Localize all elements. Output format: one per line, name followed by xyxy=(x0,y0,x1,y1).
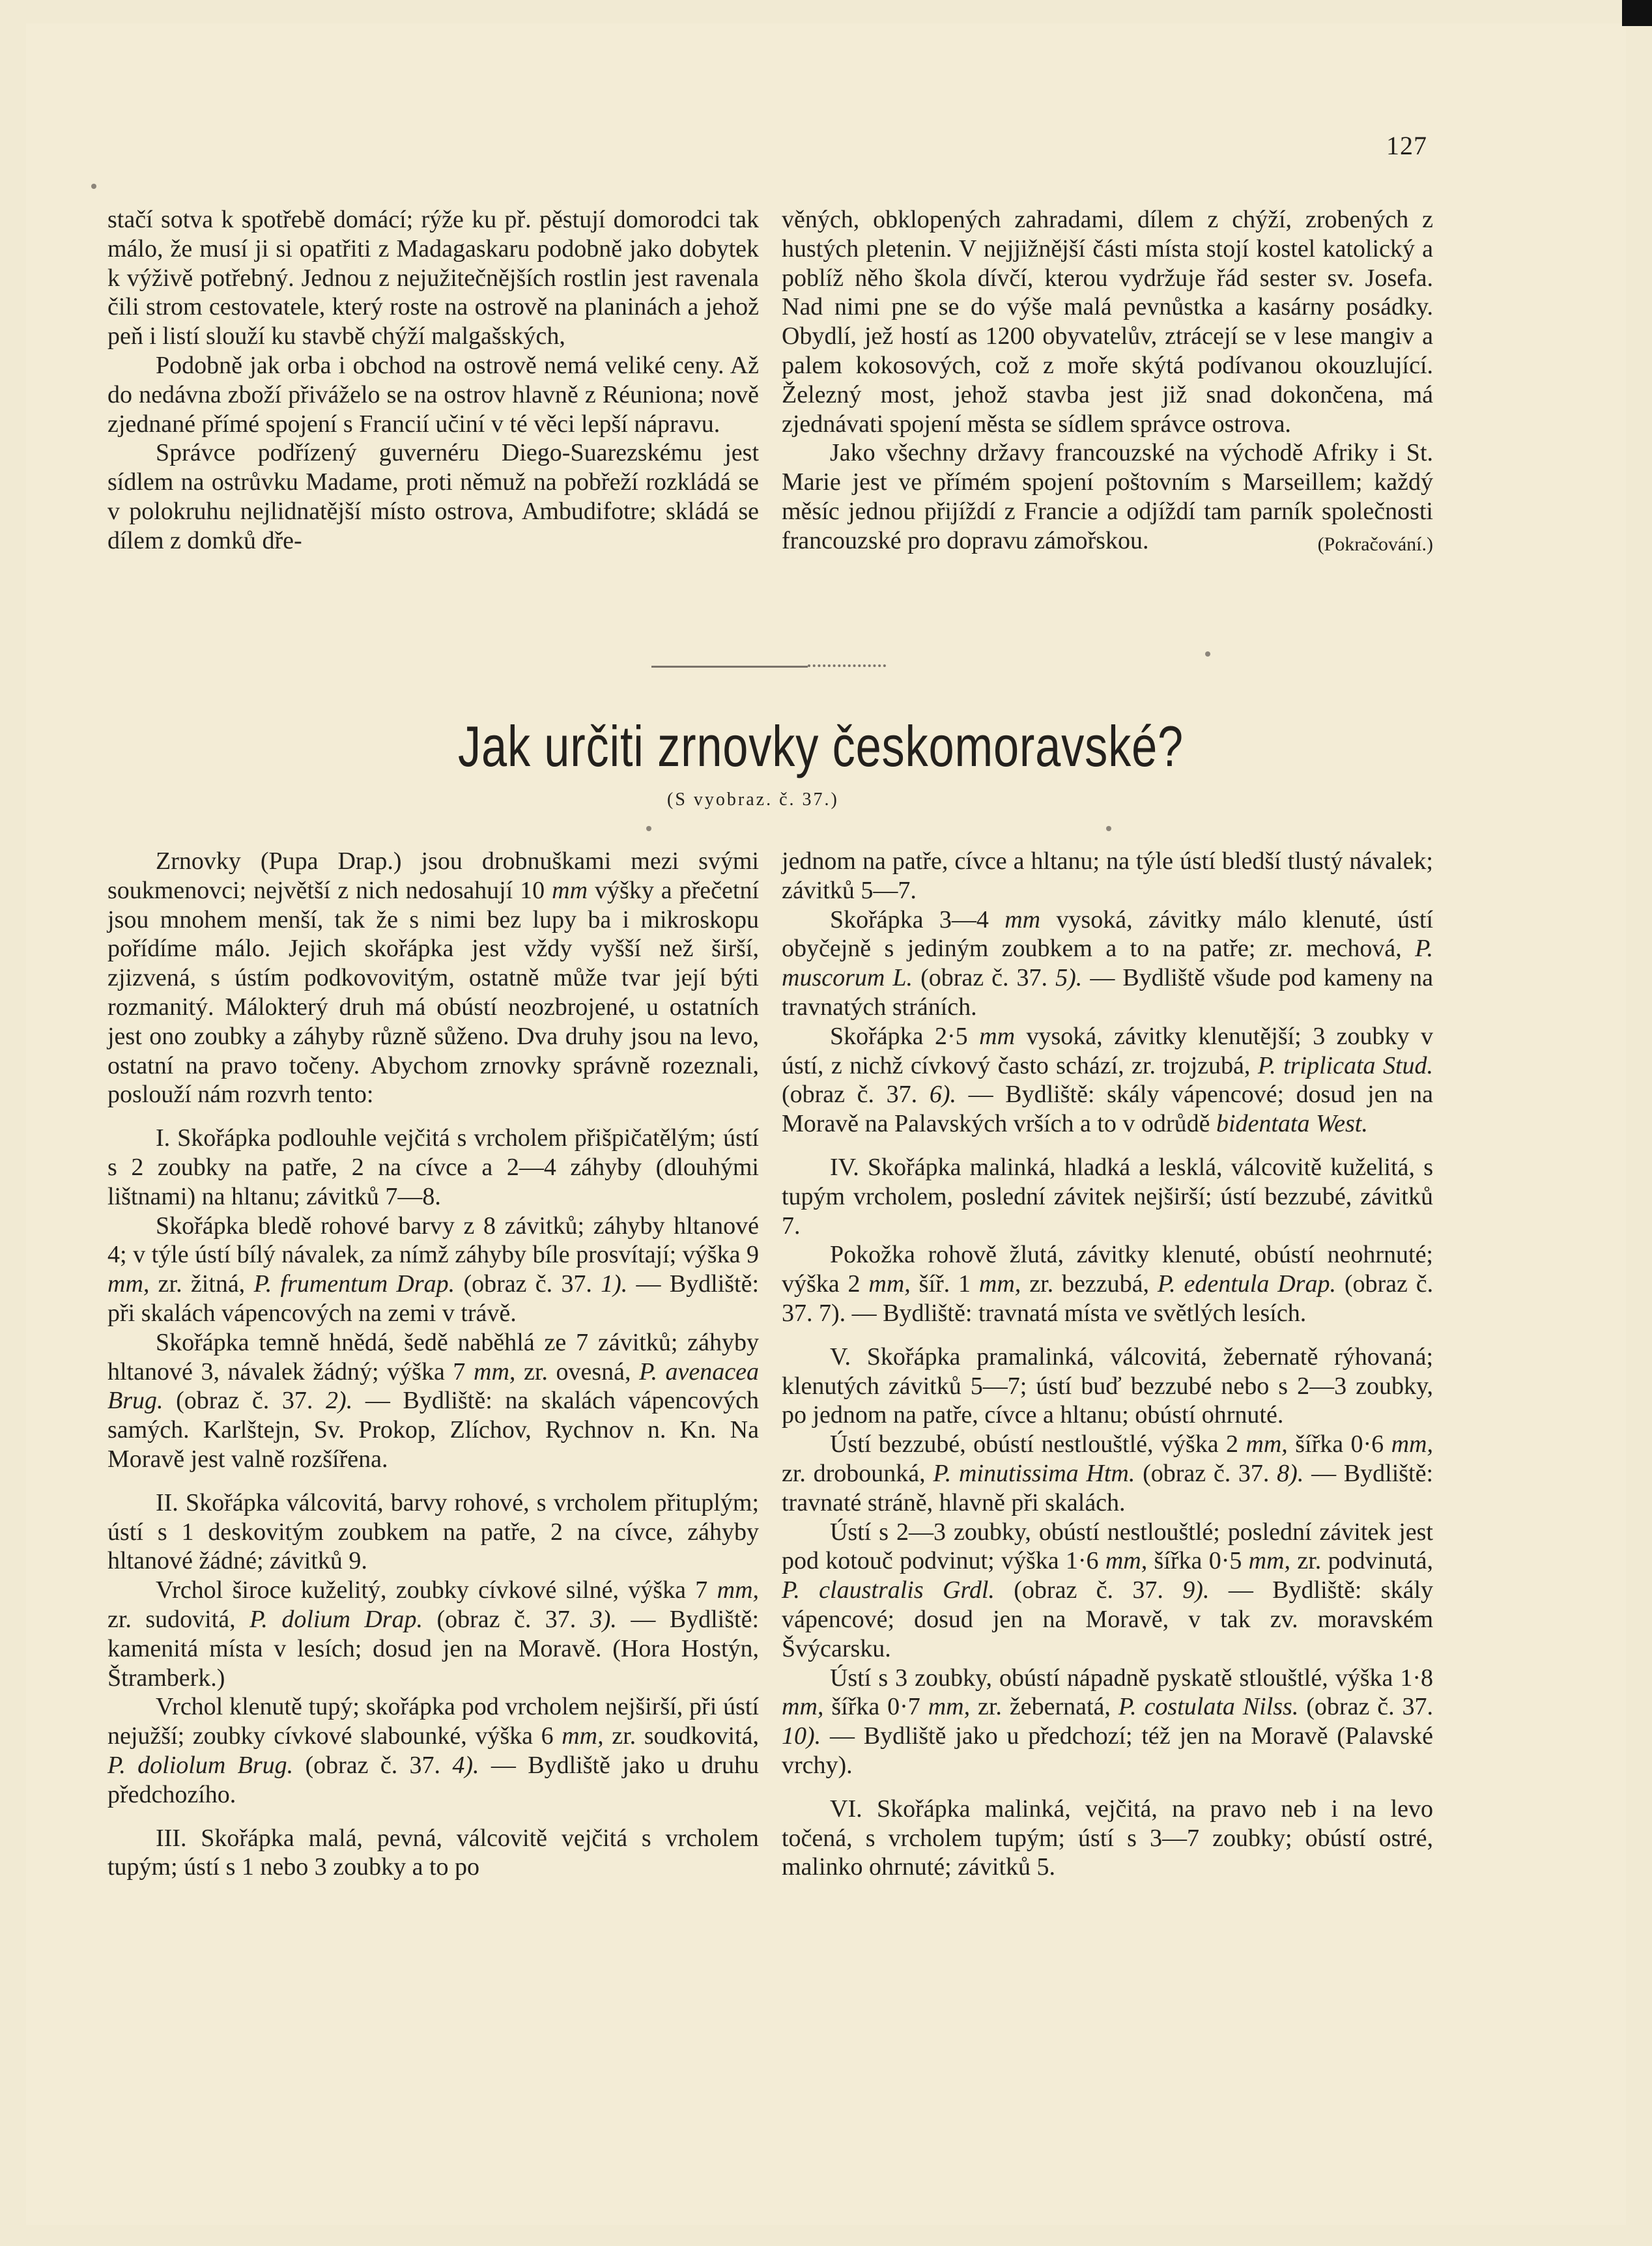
page-number: 127 xyxy=(1386,131,1427,160)
ink-speck xyxy=(1205,651,1210,657)
article-subtitle: (S vyobraz. č. 37.) xyxy=(667,789,839,810)
species-edentula: Pokožka rohově žlutá, závitky klenuté, obústí neohrnuté; výška 2 mm, šíř. 1 mm, zr. bezzubá, P. edentula Drap. (obraz č. 37. 7). — Bydliště: travnatá místa ve světlých lesích. xyxy=(782,1241,1434,1327)
paragraph: Podobně jak orba i obchod na ostrově nemá veliké ceny. Až do nedávna zboží přiváželo se na ostrov hlavně z Réuniona; nově zjednané přímé spojení s Francií učiní v té věci lepší nápravu. xyxy=(107,351,759,438)
ink-speck xyxy=(91,184,96,189)
paragraph: stačí sotva k spotřebě domácí; rýže ku př. pěstují domorodci tak málo, že musí ji si opatřiti z Madagaskaru podobně jako dobytek k výživě potřebný. Jednou z nejužitečnějších rostlin jest ravenala čili strom cestovatele, který roste na ostrově na planinách a jehož peň i listí slouží ku stavbě chýží malgašských, xyxy=(107,206,759,350)
paragraph: Zrnovky (Pupa Drap.) jsou drobnuškami mezi svými soukmenovci; největší z nich nedosahují 10 mm výšky a přečetní jsou mnohem menší, tak že s nimi bez lupy ba i mikroskopu pořídíme málo. Jejich skořápka jest vždy vyšší než širší, zjizvená, s ústím podkovovitým, ostatně může tvar její býti rozmanitý. Málokterý druh má obústí neozbrojené, u ostatních jest ono zoubky a záhyby různě sůženo. Dva druhy jsou na levo, ostatní na pravo točeny. Abychom zrnovky správně rozeznali, poslouží nám rozvrh tento: xyxy=(107,847,760,1109)
section-divider xyxy=(651,666,808,668)
section-iv: IV. Skořápka malinká, hladká a lesklá, válcovitě kuželitá, s tupým vrcholem, poslední závitek nejširší; ústí bezzubé, závitků 7. xyxy=(782,1153,1433,1240)
section-v: V. Skořápka pramalinká, válcovitá, žebernatě rýhovaná; klenutých závitků 5—7; ústí buď bezzubé nebo s 2—3 zoubky, po jednom na patře, cívce a hltanu; obústí ohrnuté. xyxy=(782,1343,1433,1429)
species-muscorum: Skořápka 3—4 mm vysoká, závitky málo klenuté, ústí obyčejně s jediným zoubkem a to na patře; zr. mechová, P. muscorum L. (obraz č. 37. 5). — Bydliště všude pod kameny na travnatých stráních. xyxy=(782,905,1434,1021)
scan-corner xyxy=(1622,0,1652,26)
article-right-column xyxy=(782,847,1433,1882)
section-iii: III. Skořápka malá, pevná, válcovitě vejčitá s vrcholem tupým; ústí s 1 nebo 3 zoubky a to po xyxy=(107,1824,759,1881)
paragraph: jednom na patře, cívce a hltanu; na týle ústí bledší tlustý návalek; závitků 5—7. xyxy=(782,847,1433,904)
top-right-column xyxy=(782,205,1433,560)
section-vi: VI. Skořápka malinká, vejčitá, na pravo neb i na levo točená, s vrcholem tupým; ústí s 3—7 zoubky; obústí ostré, malinko ohrnuté; závitků 5. xyxy=(782,1795,1433,1881)
section-i: I. Skořápka podlouhle vejčitá s vrcholem přišpičatělým; ústí s 2 zoubky na patře, 2 na cívce a 2—4 záhyby (dlouhými lištnami) na hltanu; závitků 7—8. xyxy=(107,1124,759,1210)
continuation-note: (Pokračování.) xyxy=(1317,533,1433,555)
section-divider-ornament xyxy=(808,664,886,667)
article-title: Jak určiti zrnovky českomoravské? xyxy=(457,714,1184,778)
species-doliolum: Vrchol klenutě tupý; skořápka pod vrcholem nejširší, při ústí nejužší; zoubky cívkové slabounké, výška 6 mm, zr. soudkovitá, P. doliolum Brug. (obraz č. 37. 4). — Bydliště jako u druhu předchozího. xyxy=(107,1693,759,1808)
paragraph: Správce podřízený guvernéru Diego-Suarezskému jest sídlem na ostrůvku Madame, proti němuž na pobřeží rozkládá se v polokruhu nejlidnatější místo ostrova, Ambudifotre; skládá se dílem z domků dře- xyxy=(107,439,759,554)
species-frumentum: Skořápka bledě rohové barvy z 8 závitků; záhyby hltanové 4; v týle ústí bílý návalek, za nímž záhyby bíle prosvítají; výška 9 mm, zr. žitná, P. frumentum Drap. (obraz č. 37. 1). — Bydliště: při skalách vápencových na zemi v trávě. xyxy=(107,1212,760,1327)
top-left-column xyxy=(107,205,759,556)
species-dolium: Vrchol široce kuželitý, zoubky cívkové silné, výška 7 mm, zr. sudovitá, P. dolium Drap. (obraz č. 37. 3). — Bydliště: kamenitá místa v lesích; dosud jen na Moravě. (Hora Hostýn, Štramberk.) xyxy=(107,1576,760,1692)
species-avenacea: Skořápka temně hnědá, šedě naběhlá ze 7 závitků; záhyby hltanové 3, návalek žádný; výška 7 mm, zr. ovesná, P. avenacea Brug. (obraz č. 37. 2). — Bydliště: na skalách vápencových samých. Karlštejn, Sv. Prokop, Zlíchov, Rychnov n. Kn. Na Moravě jest valně rozšířena. xyxy=(107,1328,760,1473)
species-costulata: Ústí s 3 zoubky, obústí nápadně pyskatě stlouštlé, výška 1·8 mm, šířka 0·7 mm, zr. žebernatá, P. costulata Nilss. (obraz č. 37. 10). — Bydliště jako u předchozí; též jen na Moravě (Palavské vrchy). xyxy=(782,1664,1434,1779)
article-left-column xyxy=(107,847,759,1882)
species-claustralis: Ústí s 2—3 zoubky, obústí nestlouštlé; poslední závitek jest pod kotouč podvinut; výška 1·6 mm, šířka 0·5 mm, zr. podvinutá, P. claustralis Grdl. (obraz č. 37. 9). — Bydliště: skály vápencové; dosud jen na Moravě, v tak zv. moravském Švýcarsku. xyxy=(782,1518,1434,1662)
section-ii: II. Skořápka válcovitá, barvy rohové, s vrcholem přituplým; ústí s 1 deskovitým zoubkem na patře, 2 na cívce, záhyby hltanové žádné; závitků 9. xyxy=(107,1488,759,1575)
ink-speck xyxy=(646,826,651,831)
paragraph: věných, obklopených zahradami, dílem z chýží, zrobených z hustých pletenin. V nejjižnější části místa stojí kostel katolický a poblíž něho škola dívčí, kterou vydržuje řád sester sv. Josefa. Nad nimi pne se do výše malá pevnůstka a kasárny posádky. Obydlí, jež hostí as 1200 obyvatelův, ztrácejí se v lese mangiv a palem kokosových, což z moře skýtá podívanou okouzlující. Železný most, jehož stavba jest již snad dokončena, má zjednávati spojení města se sídlem správce ostrova. xyxy=(782,206,1433,438)
species-triplicata: Skořápka 2·5 mm vysoká, závitky klenutější; 3 zoubky v ústí, z nichž cívkový často schází, zr. trojzubá, P. triplicata Stud. (obraz č. 37. 6). — Bydliště: skály vápencové; dosud jen na Moravě na Palavských vrších a to v odrůdě bidentata West. xyxy=(782,1022,1434,1138)
species-minutissima: Ústí bezzubé, obústí nestlouštlé, výška 2 mm, šířka 0·6 mm, zr. drobounká, P. minutissima Htm. (obraz č. 37. 8). — Bydliště: travnaté stráně, hlavně při skalách. xyxy=(782,1430,1434,1516)
ink-speck xyxy=(1106,826,1111,831)
paragraph: Jako všechny državy francouzské na východě Afriky i St. Marie jest ve přímém spojení poštovním s Marseillem; každý měsíc jednou přijíždí z Francie a odjíždí tam parník společnosti francouzské pro dopravu zámořskou. (Pokračování.) xyxy=(782,438,1433,555)
